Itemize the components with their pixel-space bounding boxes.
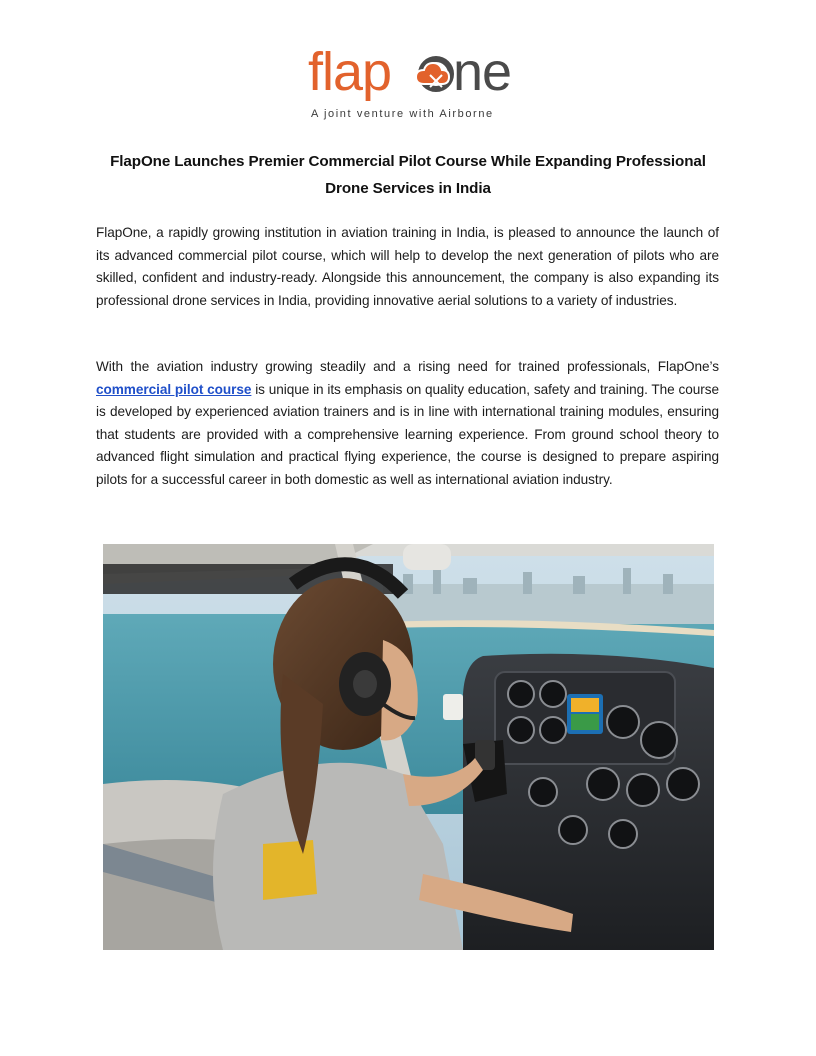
- paragraph-intro: FlapOne, a rapidly growing institution in aviation training in India, is pleased to announce the launch of its advanced commercial pilot course, which will help to develop the next generation of pilots who are skilled, confident and industry-ready. Alongside this announcement, the company is also expanding its professional drone services in India, providing innovative aerial solutions to a variety of industries.: [96, 225, 719, 308]
- logo-wordmark-prefix: flap: [308, 42, 392, 102]
- flapone-logo: [308, 40, 513, 122]
- cloud-drone-icon: [416, 59, 451, 89]
- logo-tagline: A joint venture with Airborne: [311, 108, 494, 120]
- paragraph-course-rest: is unique in its emphasis on quality education, safety and training. The course is developed by experienced aviation trainers and is in line with international training modules, ensuring that students are provided with a comprehensive learning experience. From ground school theory to advanced flight simulation and practical flying experience, the course is designed to prepare aspiring pilots for a successful career in both domestic as well as international aviation industry.: [96, 381, 720, 487]
- paragraph-course-lead: With the aviation industry growing steadily and a rising need for trained professionals, FlapOne’s: [96, 359, 719, 374]
- logo-wordmark-suffix: ne: [453, 42, 512, 102]
- commercial-pilot-course-link[interactable]: commercial pilot course: [96, 381, 252, 397]
- paragraph-course: [96, 356, 719, 491]
- cockpit-photo: [103, 544, 714, 950]
- article-title: FlapOne Launches Premier Commercial Pilot Course While Expanding Professional Drone Services in India: [110, 153, 706, 197]
